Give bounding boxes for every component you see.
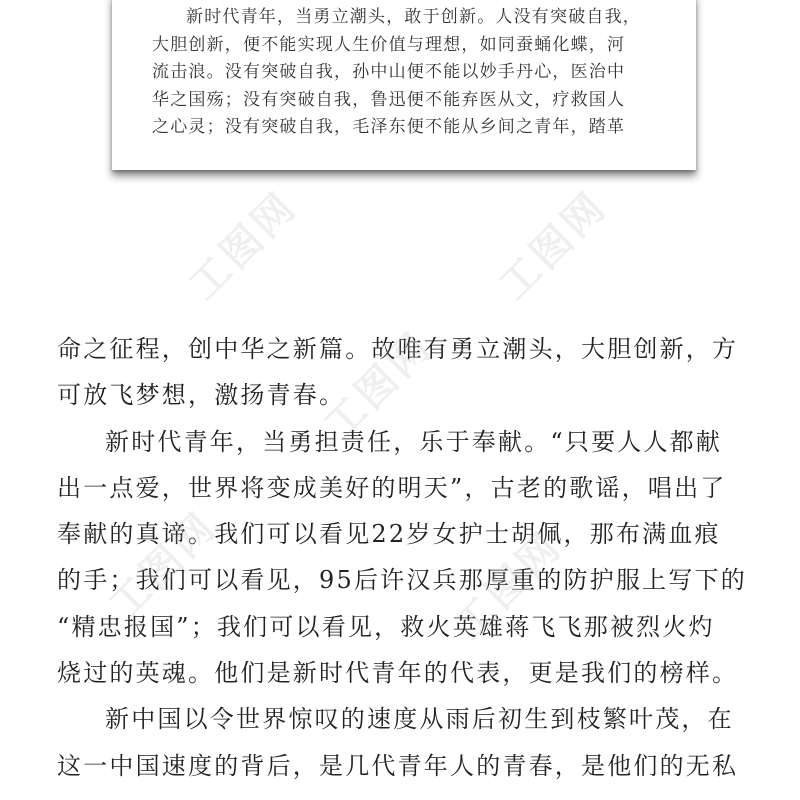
preview-card: [112, 0, 696, 170]
watermark: 工图网: [445, 523, 572, 649]
preview-card-text: [152, 4, 656, 142]
paragraph-line: 奉献的真谛。我们可以看见22岁女护士胡佩，那布满血痕: [57, 520, 721, 549]
paragraph-line: 出一点爱，世界将变成美好的明天”，古老的歌谣，唱出了: [57, 473, 727, 502]
paragraph-line: 可放飞梦想，激扬青春。: [57, 381, 346, 410]
article-body: [57, 326, 757, 789]
paragraph-line: 的手；我们可以看见，95后许汉兵那厚重的防护服上写下的: [57, 566, 747, 595]
paragraph-line: 命之征程，创中华之新篇。故唯有勇立潮头，大胆创新，方: [57, 335, 739, 363]
preview-line: 流击浪。没有突破自我，孙中山便不能以妙手丹心，医治中: [152, 62, 626, 82]
preview-line: 华之国殇；没有突破自我，鲁迅便不能弃医从文，疗救国人: [152, 89, 626, 110]
preview-line: 新时代青年，当勇立潮头，敢于创新。人没有突破自我，: [186, 7, 641, 27]
paragraph-line: 新时代青年，当勇担责任，乐于奉献。“只要人人都献: [105, 427, 723, 456]
watermark: 工图网: [180, 183, 307, 309]
paragraph-line: 烧过的英魂。他们是新时代青年的代表，更是我们的榜样。: [57, 659, 739, 688]
preview-line: 之心灵；没有突破自我，毛泽东便不能从乡间之青年，踏革: [152, 117, 626, 137]
watermark: 工图网: [315, 323, 442, 449]
paragraph-line: 新中国以令世界惊叹的速度从雨后初生到枝繁叶茂，在: [105, 705, 734, 734]
paragraph-line: 这一中国速度的背后，是几代青年人的青春，是他们的无私: [57, 751, 739, 780]
watermark: 工图网: [100, 503, 227, 629]
paragraph-line: “精忠报国”；我们可以看见，救火英雄蒋飞飞那被烈火灼: [57, 612, 715, 641]
preview-line: 大胆创新，便不能实现人生价值与理想，如同蚕蛹化蝶，河: [152, 34, 626, 55]
watermark: 工图网: [490, 183, 617, 309]
